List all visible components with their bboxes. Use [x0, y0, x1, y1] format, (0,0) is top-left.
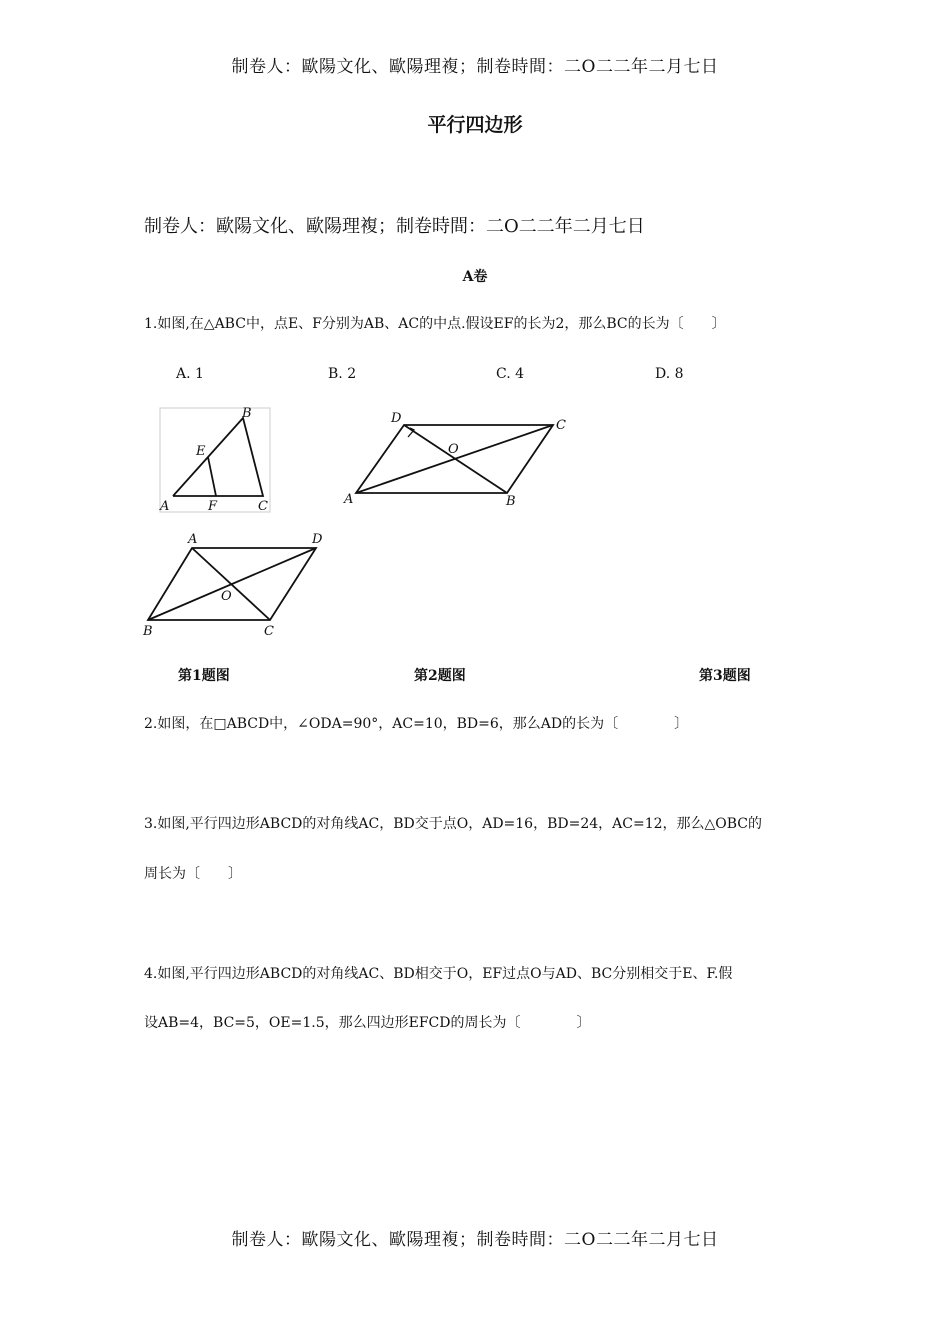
page-title: 平行四边形 [427, 114, 523, 136]
figure-3-parallelogram [140, 528, 340, 643]
question-3-text-cont: 周长为〔 〕 [144, 866, 242, 882]
question-2-text: 2.如图，在□ABCD中，∠ODA=90°，AC=10，BD=6，那么AD的长为〔 〕 [144, 716, 689, 732]
question-1-option-a: A. 1 [176, 366, 204, 382]
fig1-label-c: C [258, 499, 268, 514]
fig2-label-d: D [391, 411, 402, 426]
fig3-label-c: C [264, 624, 274, 639]
question-4-text-cont: 设AB=4，BC=5，OE=1.5，那么四边形EFCD的周长为〔 〕 [144, 1015, 591, 1031]
fig3-label-o: O [221, 589, 232, 604]
question-3-text: 3.如图,平行四边形ABCD的对角线AC，BD交于点O，AD=16，BD=24，AC=12，那么△OBC的 [144, 816, 763, 832]
question-4-text: 4.如图,平行四边形ABCD的对角线AC、BD相交于O，EF过点O与AD、BC分别相交于E、F.假 [144, 966, 733, 982]
figure-1-caption: 第1题图 [178, 668, 230, 684]
page-footer: 制卷人：歐陽文化、歐陽理複；制卷時間：二O二二年二月七日 [231, 1230, 719, 1250]
fig2-label-a: A [344, 492, 354, 507]
fig3-label-b: B [143, 624, 153, 639]
page-header: 制卷人：歐陽文化、歐陽理複；制卷時間：二O二二年二月七日 [231, 57, 719, 77]
fig2-label-b: B [506, 494, 516, 509]
author-line: 制卷人：歐陽文化、歐陽理複；制卷時間：二O二二年二月七日 [144, 216, 645, 237]
question-1-option-d: D. 8 [655, 366, 684, 382]
fig2-label-o: O [448, 442, 459, 457]
figure-1-triangle [150, 400, 280, 520]
fig3-label-a: A [188, 532, 198, 547]
fig2-label-c: C [556, 418, 566, 433]
section-heading: A卷 [462, 269, 488, 285]
figure-2-parallelogram [340, 405, 580, 510]
fig1-label-a: A [160, 499, 170, 514]
fig1-label-e: E [196, 444, 206, 459]
fig3-label-d: D [312, 532, 323, 547]
fig1-label-b: B [242, 406, 252, 421]
question-1-option-c: C. 4 [496, 366, 525, 382]
figure-2-caption: 第2题图 [414, 668, 466, 684]
question-1-option-b: B. 2 [328, 366, 357, 382]
fig1-label-f: F [208, 499, 218, 514]
question-1-text: 1.如图,在△ABC中，点E、F分别为AB、AC的中点.假设EF的长为2，那么BC的长为〔 〕 [144, 316, 726, 332]
figure-3-caption: 第3题图 [699, 668, 751, 684]
